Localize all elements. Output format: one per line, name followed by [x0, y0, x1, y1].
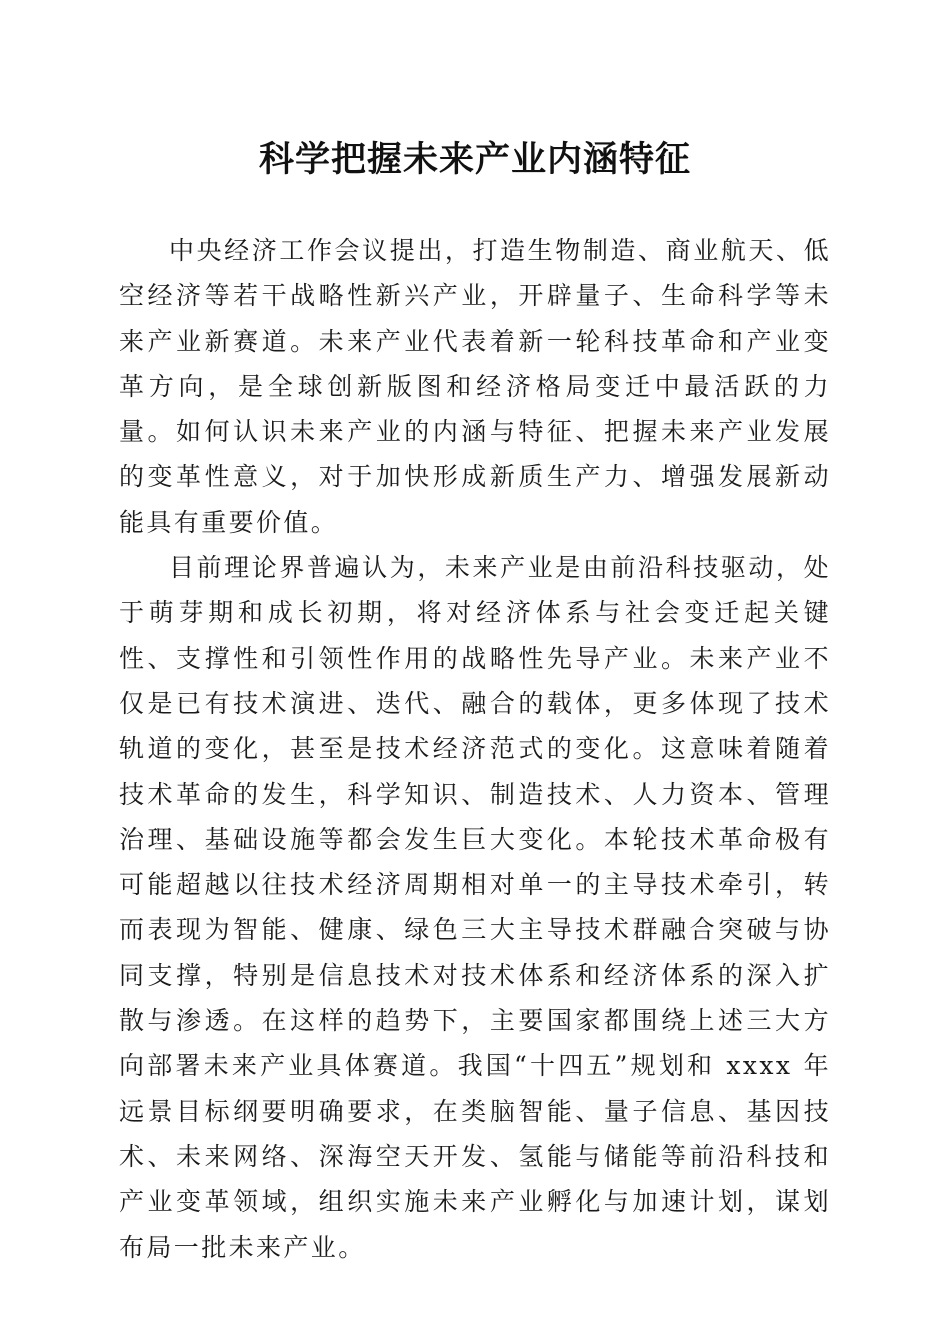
document-title: 科学把握未来产业内涵特征 [258, 139, 691, 180]
paragraph-1: 中央经济工作会议提出，打造生物制造、商业航天、低空经济等若干战略性新兴产业，开辟量子、生命科学等未来产业新赛道。未来产业代表着新一轮科技革命和产业变革方向，是全球创新版图和经济格局变迁中最活跃的力量。如何认识未来产业的内涵与特征、把握未来产业发展的变革性意义，对于加快形成新质生产力、增强发展新动能具有重要价值。 [119, 236, 831, 537]
document-body [119, 228, 831, 1270]
paragraph-2: 目前理论界普遍认为，未来产业是由前沿科技驱动，处于萌芽期和成长初期，将对经济体系与社会变迁起关键性、支撑性和引领性作用的战略性先导产业。未来产业不仅是已有技术演进、迭代、融合的载体，更多体现了技术轨道的变化，甚至是技术经济范式的变化。这意味着随着技术革命的发生，科学知识、制造技术、人力资本、管理治理、基础设施等都会发生巨大变化。本轮技术革命极有可能超越以往技术经济周期相对单一的主导技术牵引，转而表现为智能、健康、绿色三大主导技术群融合突破与协同支撑，特别是信息技术对技术体系和经济体系的深入扩散与渗透。在这样的趋势下，主要国家都围绕上述三大方向部署未来产业具体赛道。我国“十四五”规划和 xxxx 年远景目标纲要明确要求，在类脑智能、量子信息、基因技术、未来网络、深海空天开发、氢能与储能等前沿科技和产业变革领域，组织实施未来产业孵化与加速计划，谋划布局一批未来产业。 [119, 553, 831, 1262]
